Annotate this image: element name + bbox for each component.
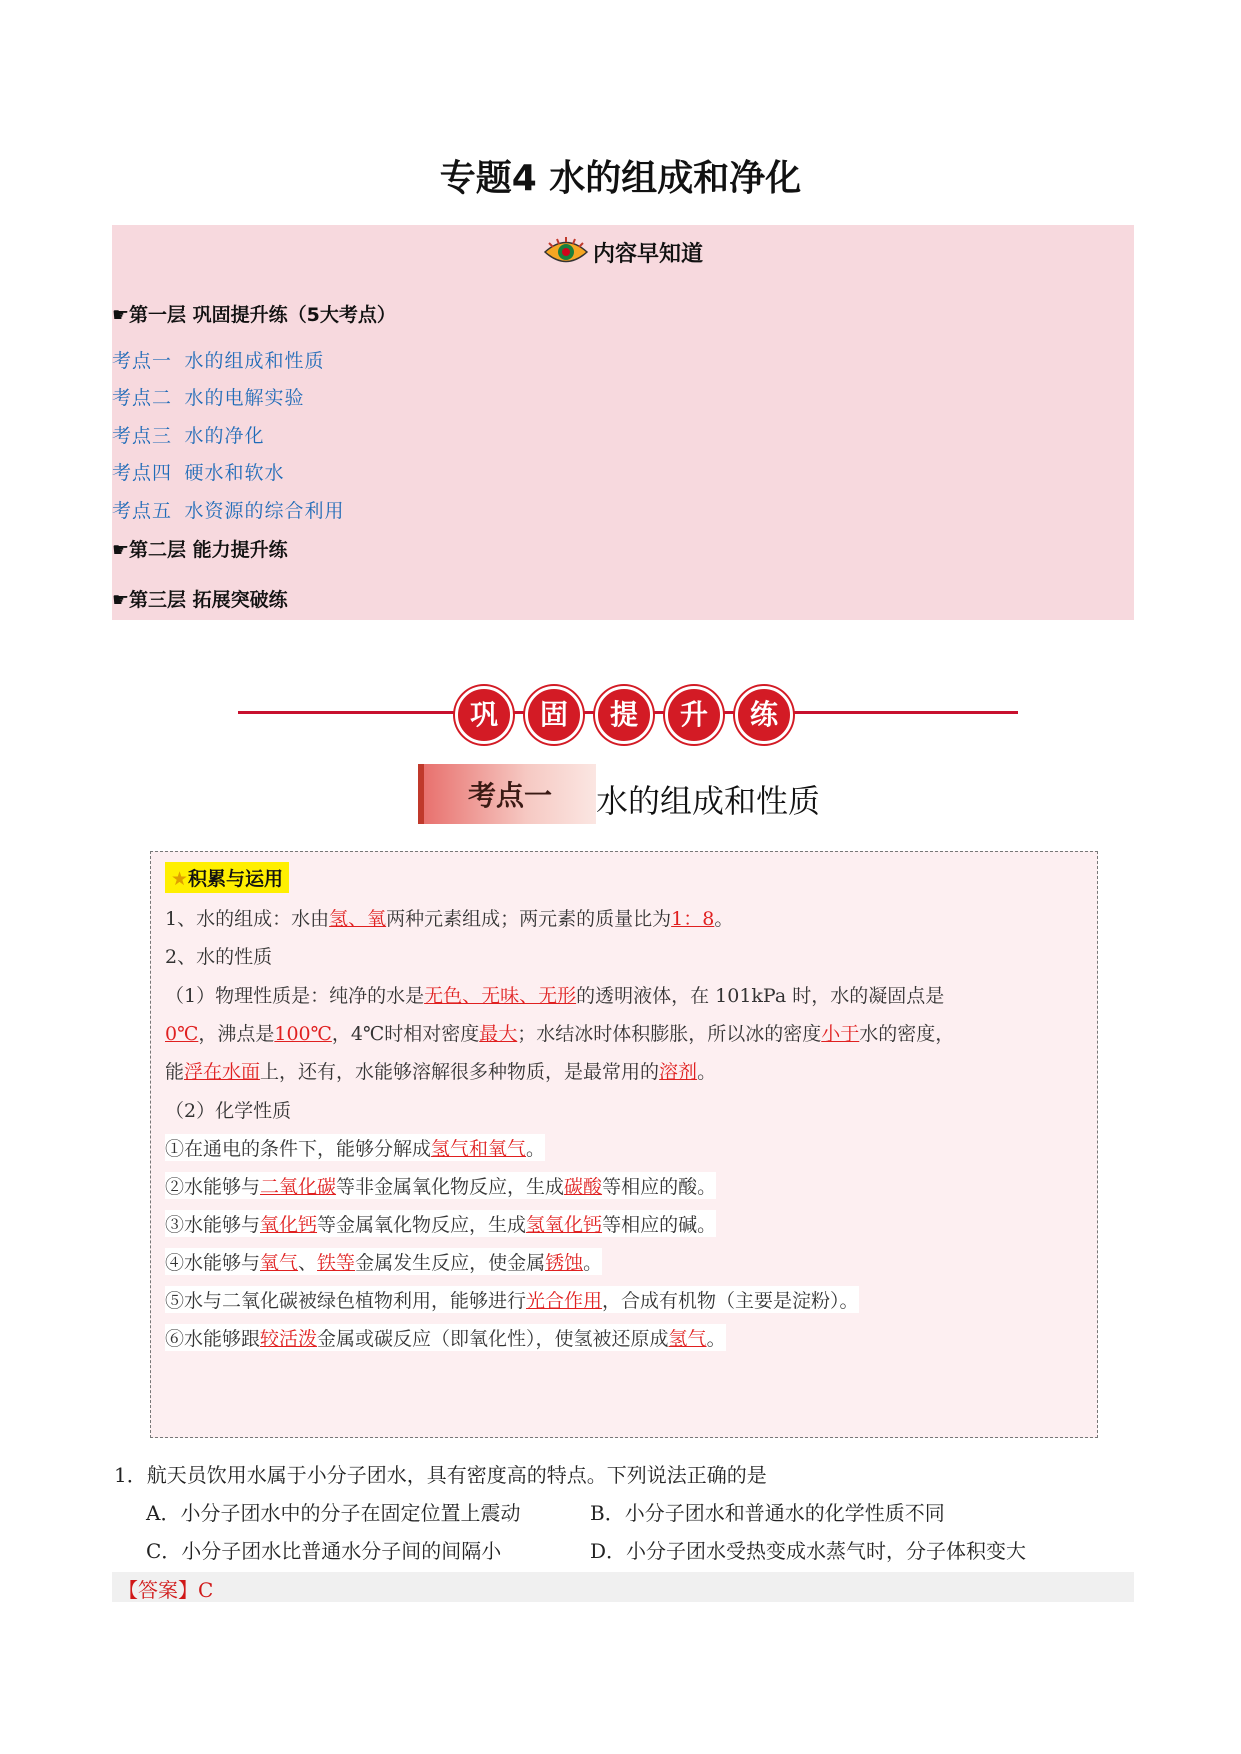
pointing-hand-icon: ☛ (112, 589, 130, 611)
acc-line-1: 1、水的组成：水由氢、氧两种元素组成；两元素的质量比为1：8。 (165, 908, 734, 930)
toc-layer-3[interactable] (112, 585, 288, 612)
option-b[interactable]: B．小分子团水和普通水的化学性质不同 (590, 1501, 945, 1525)
section-tab (418, 764, 596, 824)
toc-layer-2[interactable] (112, 535, 288, 562)
answer-blank: 溶剂 (659, 1061, 698, 1083)
acc-line-4: 0℃，沸点是100℃，4℃时相对密度最大；水结冰时体积膨胀，所以冰的密度小于水的密度， (165, 1023, 955, 1045)
banner-char-2: 固 (525, 686, 583, 744)
acc-line-3: （1）物理性质是：纯净的水是无色、无味、无形的透明液体，在 101kPa 时，水的凝固点是 (165, 985, 945, 1007)
answer-blank: 1：8 (671, 908, 715, 930)
answer-blank: 铁等 (317, 1252, 356, 1274)
toc-item-1[interactable]: 考点一 水的组成和性质 (112, 350, 325, 372)
answer-text: 【答案】C (118, 1578, 214, 1602)
answer-blank: 光合作用 (526, 1290, 603, 1312)
answer-blank: 氧气 (260, 1252, 299, 1274)
toc-layer-1-label: 第一层 巩固提升练（5大考点） (129, 304, 396, 326)
acc-line-7: ①在通电的条件下，能够分解成氢气和氧气。 (165, 1134, 545, 1161)
answer-blank: 最大 (479, 1023, 518, 1045)
accumulate-box (150, 851, 1098, 1438)
banner-char-3: 提 (595, 686, 653, 744)
banner-char-5: 练 (735, 686, 793, 744)
option-d[interactable]: D．小分子团水受热变成水蒸气时，分子体积变大 (590, 1539, 1027, 1563)
pointing-hand-icon: ☛ (112, 539, 130, 561)
toc-layer-3-label: 第三层 拓展突破练 (129, 589, 288, 611)
acc-line-11: ⑤水与二氧化碳被绿色植物利用，能够进行光合作用，合成有机物（主要是淀粉）。 (165, 1286, 859, 1313)
answer-blank: 较活泼 (260, 1328, 318, 1350)
answer-blank: 锈蚀 (545, 1252, 584, 1274)
answer-bar (112, 1572, 1134, 1602)
page-title: 专题4 水的组成和净化 (439, 158, 802, 199)
banner-char-1: 巩 (455, 686, 513, 744)
acc-line-10: ④水能够与氧气、铁等金属发生反应，使金属锈蚀。 (165, 1248, 602, 1275)
pointing-hand-icon: ☛ (112, 304, 130, 326)
accumulate-header (165, 862, 289, 893)
acc-line-8: ②水能够与二氧化碳等非金属氧化物反应，生成碳酸等相应的酸。 (165, 1172, 716, 1199)
toc-item-2[interactable]: 考点二 水的电解实验 (112, 387, 305, 409)
question-stem: 1．航天员饮用水属于小分子团水，具有密度高的特点。下列说法正确的是 (114, 1463, 767, 1487)
answer-blank: 0℃ (165, 1023, 199, 1045)
acc-line-6: （2）化学性质 (165, 1100, 292, 1122)
toc-layer-2-label: 第二层 能力提升练 (129, 539, 288, 561)
answer-blank: 氢气 (668, 1328, 707, 1350)
acc-line-2: 2、水的性质 (165, 946, 273, 968)
answer-blank: 浮在水面 (184, 1061, 261, 1083)
toc-header-label: 内容早知道 (592, 242, 703, 267)
eye-icon (543, 237, 589, 273)
acc-line-9: ③水能够与氧化钙等金属氧化物反应，生成氢氧化钙等相应的碱。 (165, 1210, 716, 1237)
star-icon: ★ (171, 868, 189, 890)
toc-item-5[interactable]: 考点五 水资源的综合利用 (112, 500, 345, 522)
section-tab-label: 考点一 (467, 779, 552, 812)
toc-box (112, 225, 1134, 620)
toc-item-4[interactable]: 考点四 硬水和软水 (112, 462, 285, 484)
acc-line-5: 能浮在水面上，还有，水能够溶解很多种物质，是最常用的溶剂。 (165, 1061, 717, 1083)
acc-line-12: ⑥水能够跟较活泼金属或碳反应（即氧化性），使氢被还原成氢气。 (165, 1324, 726, 1351)
option-a[interactable]: A．小分子团水中的分子在固定位置上震动 (146, 1501, 521, 1525)
answer-blank: 100℃ (274, 1023, 332, 1045)
answer-blank: 氢气和氧气 (431, 1138, 527, 1160)
answer-blank: 氧化钙 (260, 1214, 318, 1236)
option-c[interactable]: C．小分子团水比普通水分子间的间隔小 (146, 1539, 502, 1563)
section-title: 水的组成和性质 (596, 782, 821, 820)
answer-blank: 碳酸 (564, 1176, 603, 1198)
toc-item-3[interactable]: 考点三 水的净化 (112, 425, 265, 447)
banner-char-4: 升 (665, 686, 723, 744)
answer-blank: 氢氧化钙 (526, 1214, 603, 1236)
answer-blank: 小于 (821, 1023, 860, 1045)
toc-layer-1[interactable] (112, 300, 396, 327)
toc-header (112, 237, 1134, 273)
answer-blank: 二氧化碳 (260, 1176, 337, 1198)
answer-blank: 氢、氧 (329, 908, 387, 930)
accumulate-header-label: 积累与运用 (188, 868, 284, 890)
answer-blank: 无色、无味、无形 (424, 985, 577, 1007)
